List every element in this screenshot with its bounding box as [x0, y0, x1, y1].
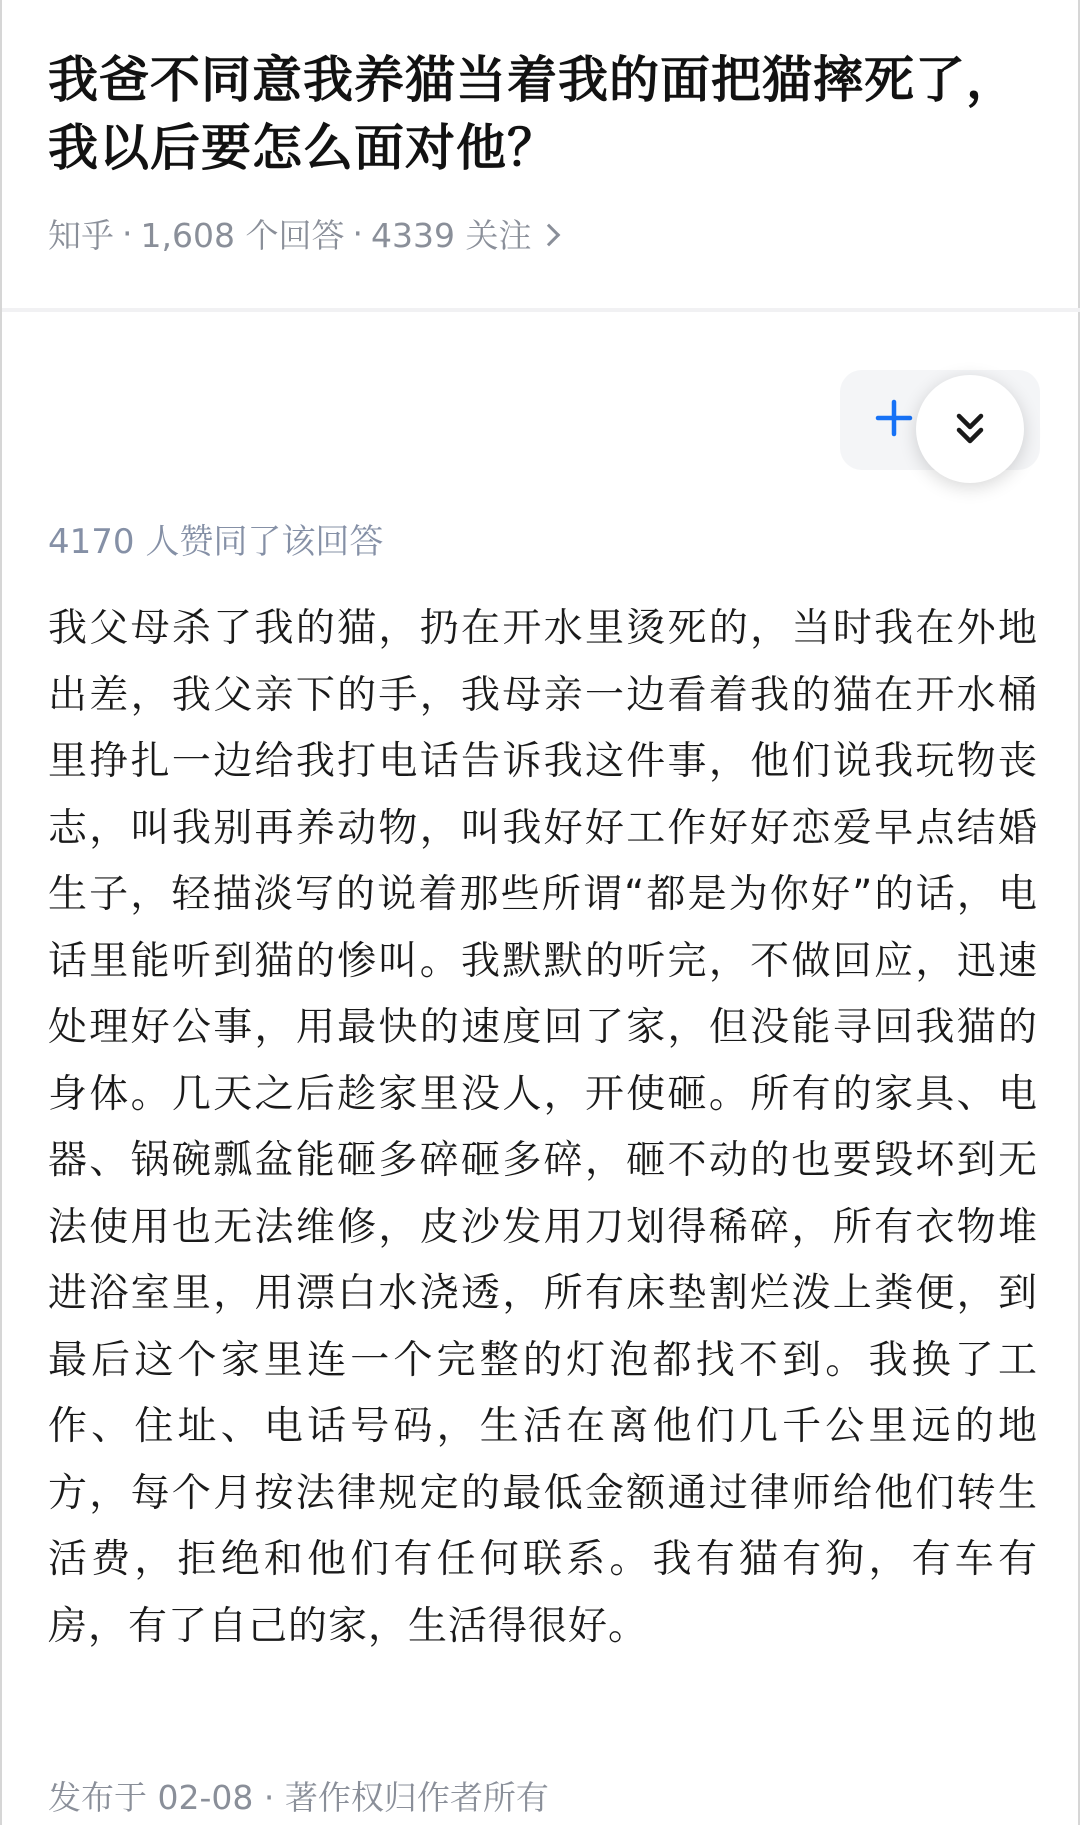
publish-info: 发布于 02-08 · 著作权归作者所有: [48, 1778, 549, 1817]
answer-count: 1,608 个回答: [140, 216, 345, 255]
source-label: 知乎: [48, 216, 114, 255]
add-button[interactable]: [866, 390, 922, 446]
header-divider: [2, 308, 1080, 312]
answer-content: 我父母杀了我的猫，扔在开水里烫死的，当时我在外地出差，我父亲下的手，我母亲一边看着我的猫在开水桶里挣扎一边给我打电话告诉我这件事，他们说我玩物丧志，叫我别再养动物，叫我好好工作好好恋爱早点结婚生子，轻描淡写的说着那些所谓“都是为你好”的话，电话里能听到猫的惨叫。我默默的听完，不做回应，迅速处理好公事，用最快的速度回了家，但没能寻回我猫的身体。几天之后趁家里没人，开使砸。所有的家具、电器、锅碗瓢盆能砸多碎砸多碎，砸不动的也要毁坏到无法使用也无法维修，皮沙发用刀划得稀碎，所有衣物堆进浴室里，用漂白水浇透，所有床垫割烂泼上粪便，到最后这个家里连一个完整的灯泡都找不到。我换了工作、住址、电话号码，生活在离他们几千公里远的地方，每个月按法律规定的最低金额通过律师给他们转生活费，拒绝和他们有任何联系。我有猫有狗，有车有房，有了自己的家，生活得很好。: [48, 606, 1038, 1649]
double-chevron-down-icon: [953, 411, 987, 447]
collapse-button[interactable]: [916, 375, 1024, 483]
meta-separator: ·: [122, 214, 133, 253]
vote-count[interactable]: 4170 人赞同了该回答: [48, 522, 384, 562]
follower-count: 4339 关注: [370, 216, 532, 255]
meta-separator: ·: [352, 214, 363, 253]
question-meta[interactable]: [48, 210, 557, 257]
question-header: [2, 0, 1080, 310]
question-title[interactable]: 我爸不同意我养猫当着我的面把猫摔死了，我以后要怎么面对他？: [48, 51, 1017, 177]
plus-icon: [874, 398, 914, 438]
chevron-right-icon: [538, 223, 561, 246]
